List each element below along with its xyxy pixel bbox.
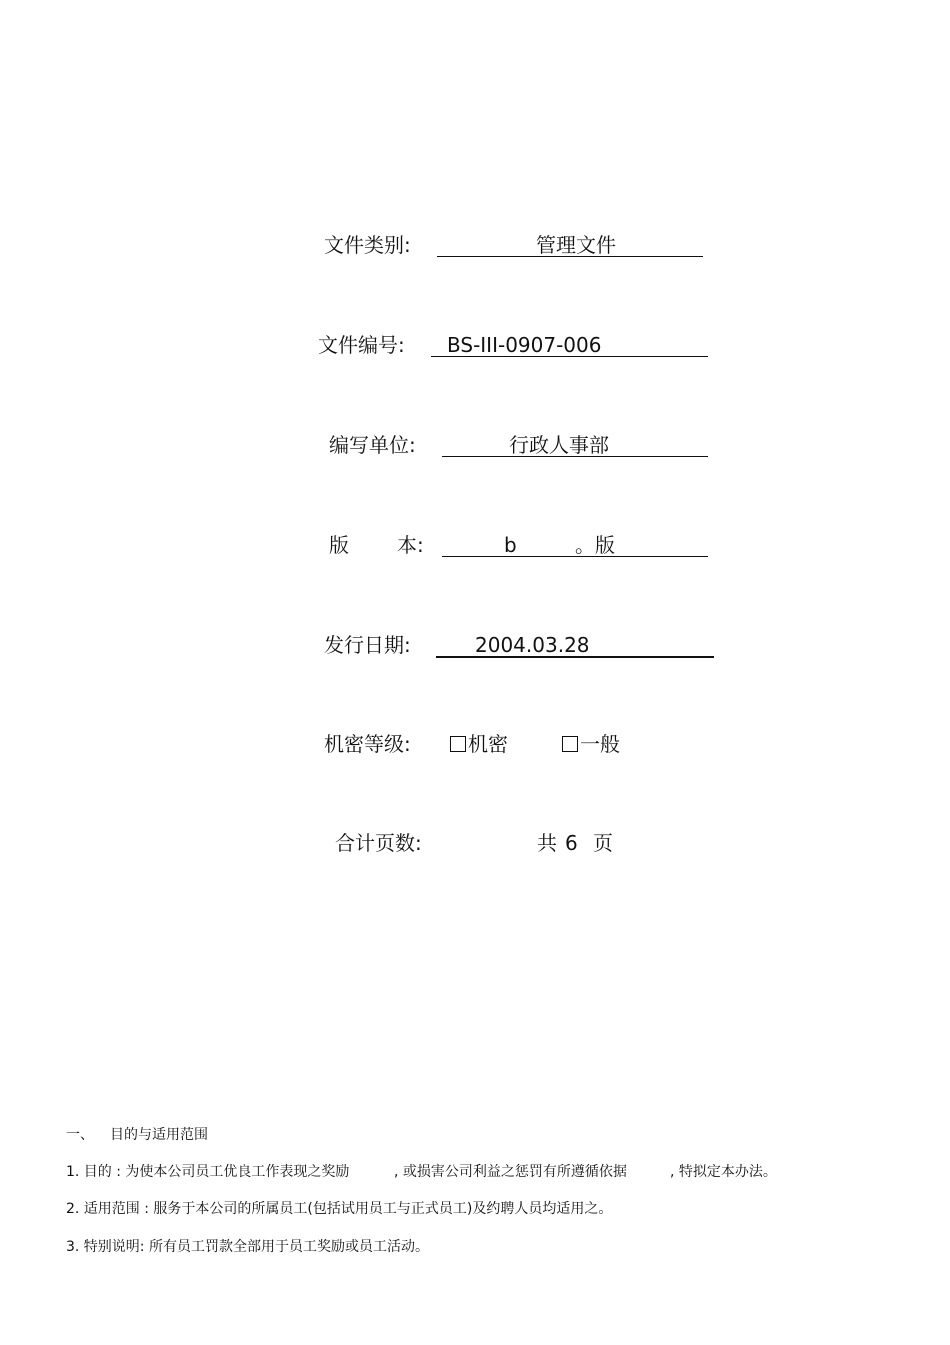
version-label-left: 版 [329, 533, 349, 557]
note-text: 3. 特别说明: 所有员工罚款全部用于员工奖励或员工活动。 [66, 1239, 429, 1255]
document-number-value: BS-III-0907-006 [447, 333, 602, 357]
total-pages-count: 6 [565, 831, 578, 855]
writing-unit-field [442, 430, 708, 457]
section-heading-number: 一、 [66, 1127, 94, 1143]
issue-date-label: 发行日期: [324, 633, 411, 657]
scope-text: 2. 适用范围 : 服务于本公司的所属员工(包括试用员工与正式员工)及约聘人员均适用之。 [66, 1201, 613, 1217]
version-letter: b [504, 533, 517, 557]
row-secrecy-level [0, 729, 950, 759]
issue-date-field [436, 630, 714, 658]
secrecy-option-general-label: 一般 [580, 732, 620, 756]
purpose-text-b: , 或损害公司利益之惩罚有所遵循依据 [394, 1164, 627, 1180]
writing-unit-label: 编写单位: [329, 433, 416, 457]
purpose-text-c: , 特拟定本办法。 [670, 1164, 777, 1180]
section-item-note [66, 1237, 886, 1257]
row-document-number [0, 330, 950, 360]
writing-unit-value: 行政人事部 [509, 433, 609, 457]
total-pages-label: 合计页数: [335, 831, 422, 855]
document-number-field [431, 330, 708, 357]
purpose-text-a: 1. 目的 : 为使本公司员工优良工作表现之奖励 [66, 1164, 350, 1180]
issue-date-value: 2004.03.28 [475, 633, 590, 657]
total-pages-prefix: 共 [537, 831, 557, 855]
section-item-scope [66, 1199, 886, 1219]
row-total-pages [0, 828, 950, 858]
row-document-category [0, 230, 950, 260]
section-heading-text: 目的与适用范围 [110, 1127, 208, 1143]
document-number-label: 文件编号: [318, 333, 405, 357]
checkbox-empty-icon[interactable] [562, 736, 578, 752]
secrecy-option-confidential-label: 机密 [468, 732, 508, 756]
document-category-value: 管理文件 [536, 233, 616, 257]
section-item-purpose [66, 1162, 886, 1182]
version-field [442, 530, 708, 557]
total-pages-suffix: 页 [593, 831, 613, 855]
checkbox-empty-icon[interactable] [450, 736, 466, 752]
document-category-label: 文件类别: [324, 233, 411, 257]
secrecy-option-confidential[interactable] [450, 729, 508, 759]
version-suffix: 。版 [575, 533, 615, 557]
row-issue-date [0, 630, 950, 660]
row-writing-unit [0, 430, 950, 460]
section-heading [66, 1125, 466, 1145]
version-label-right: 本: [397, 533, 424, 557]
secrecy-option-general[interactable] [562, 729, 620, 759]
row-version [0, 530, 950, 560]
document-category-field [437, 230, 703, 257]
secrecy-level-label: 机密等级: [324, 732, 411, 756]
